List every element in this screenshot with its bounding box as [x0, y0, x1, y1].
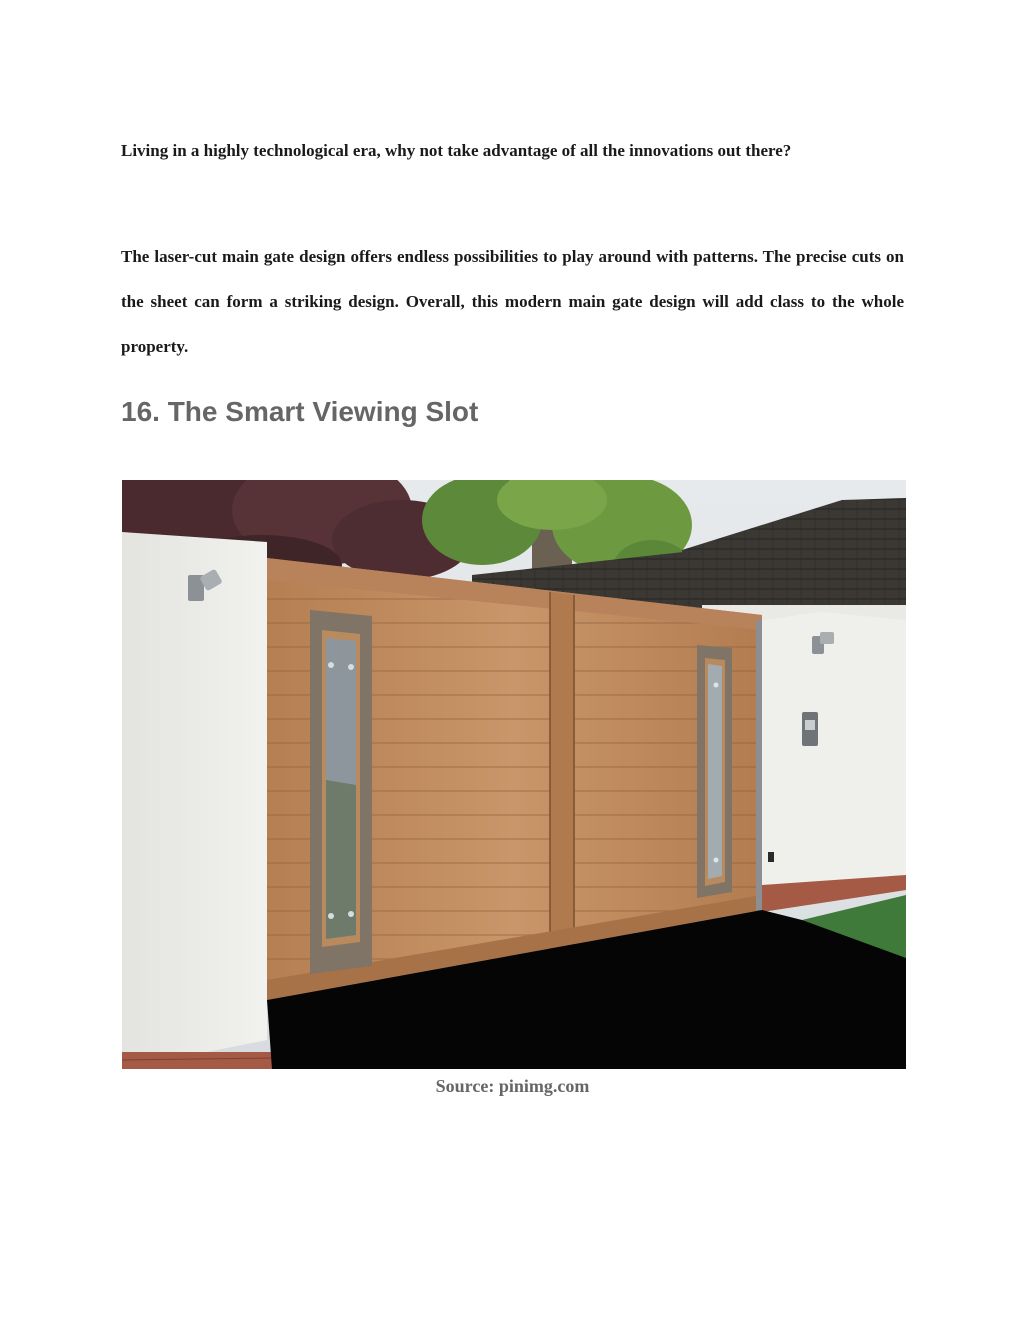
paragraph-laser-cut: The laser-cut main gate design offers endless possibilities to play around with patterns. The precise cuts on the sheet can form a striking design. Overall, this modern main gate design will add class to the whole property. — [121, 247, 904, 356]
image-caption: Source: pinimg.com — [435, 1076, 590, 1096]
section-heading: 16. The Smart Viewing Slot — [121, 396, 479, 427]
viewing-slot-right — [697, 645, 732, 898]
wooden-gate-photo — [122, 480, 906, 1069]
left-wall — [122, 532, 272, 1069]
intercom-panel — [802, 712, 818, 746]
gate-illustration — [122, 480, 906, 1069]
viewing-slot-left — [310, 610, 372, 974]
keypad — [768, 852, 774, 862]
paragraph-intro: Living in a highly technological era, why not take advantage of all the innovations out there? — [121, 141, 792, 160]
right-wall — [762, 612, 906, 912]
